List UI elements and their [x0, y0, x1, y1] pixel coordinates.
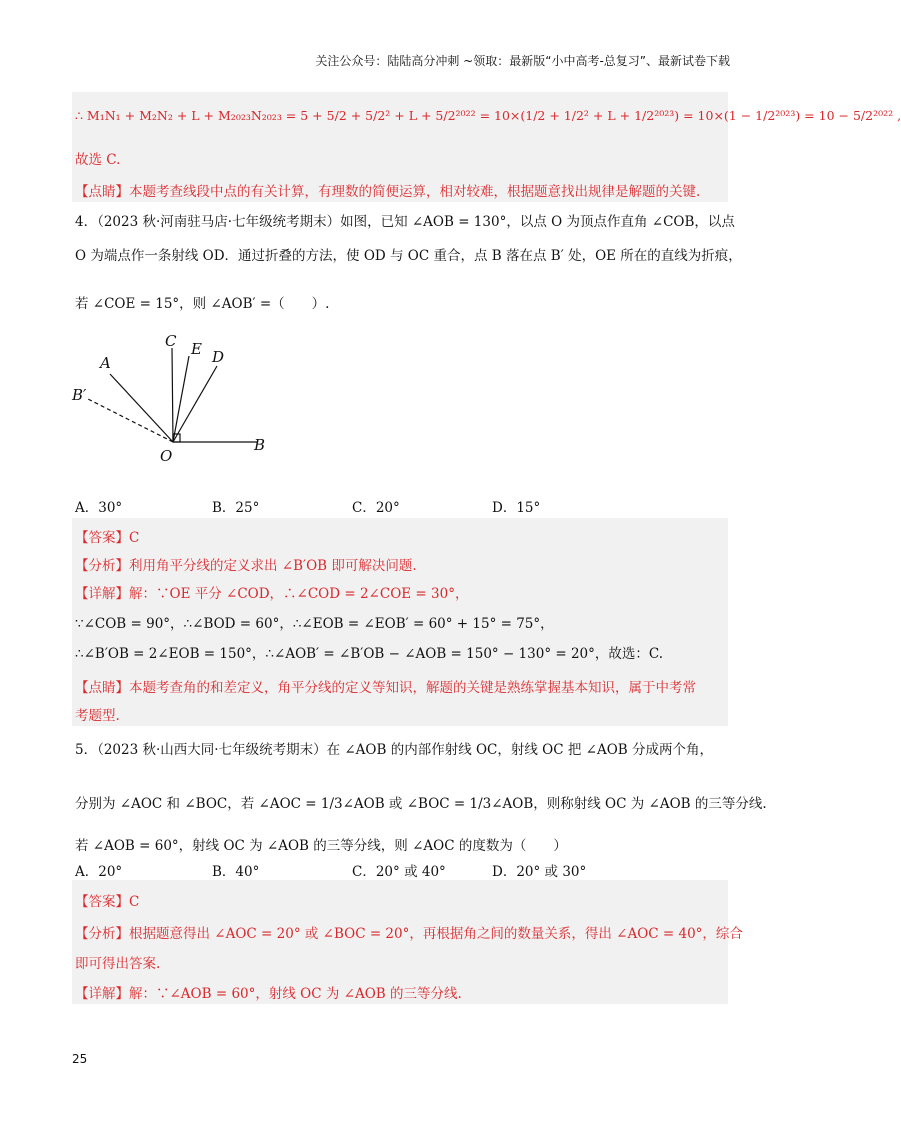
q4-detail-2: ∵∠COB = 90°，∴∠BOD = 60°，∴∠EOB = ∠EOB′ = 60° + 15° = 75°，: [75, 616, 554, 632]
q5-analysis-1: 【分析】根据题意得出 ∠AOC = 20° 或 ∠BOC = 20°，再根据角之间的数量关系，得出 ∠AOC = 40°，综合: [75, 926, 743, 942]
label-b: B: [254, 436, 266, 454]
q4-comment-1: 【点睛】本题考查角的和差定义，角平分线的定义等知识，解题的关键是熟练掌握基本知识，属于中考常: [75, 680, 696, 696]
angle-figure: [72, 328, 302, 468]
label-e: E: [191, 340, 202, 358]
label-o: O: [160, 447, 173, 465]
q4-comment-2: 考题型.: [75, 708, 120, 724]
ray-oa: [110, 374, 173, 442]
q4-stem-line1: 4．（2023 秋·河南驻马店·七年级统考期末）如图，已知 ∠AOB = 130°，以点 O 为顶点作直角 ∠COB，以点: [75, 214, 735, 230]
q4-analysis: 【分析】利用角平分线的定义求出 ∠B′OB 即可解决问题.: [75, 558, 417, 574]
page-header: 关注公众号：陆陆高分冲刺 ~领取：最新版“小中高考-总复习”、最新试卷下载: [315, 54, 730, 68]
q4-stem-line3: 若 ∠COE = 15°，则 ∠AOB′ =（ ）.: [75, 296, 330, 312]
q5-option-b: B．40°: [212, 864, 260, 880]
q4-detail-3: ∴∠B′OB = 2∠EOB = 150°，∴∠AOB′ = ∠B′OB − ∠AOB = 150° − 130° = 20°，故选：C.: [75, 646, 664, 662]
q5-detail-1: 【详解】解：∵∠AOB = 60°，射线 OC 为 ∠AOB 的三等分线.: [75, 986, 462, 1002]
ray-ob-prime: [86, 398, 173, 442]
label-b-prime: B′: [72, 386, 87, 404]
q5-stem-line2: 分别为 ∠AOC 和 ∠BOC，若 ∠AOC = 1/3∠AOB 或 ∠BOC = 1/3∠AOB，则称射线 OC 为 ∠AOB 的三等分线.: [75, 796, 767, 812]
q4-detail-1: 【详解】解：∵OE 平分 ∠COD，∴∠COD = 2∠COE = 30°，: [75, 586, 469, 602]
ray-oc: [172, 348, 173, 442]
q5-stem-line3: 若 ∠AOB = 60°，射线 OC 为 ∠AOB 的三等分线，则 ∠AOC 的度数为（ ）: [75, 838, 567, 854]
q4-option-d: D．15°: [492, 500, 541, 516]
q3-formula: ∴ M₁N₁ + M₂N₂ + L + M₂₀₂₃N₂₀₂₃ = 5 + 5/2 + 5/2² + L + 5/2²⁰²² = 10×(1/2 + 1/2² + L + 1/2²⁰²³) = 10×(1 − 1/2²⁰²³) = 10 − 5/2²⁰²² ,: [75, 108, 901, 123]
q5-answer: 【答案】C: [75, 894, 140, 910]
page-number: 25: [72, 1052, 88, 1066]
q4-answer: 【答案】C: [75, 530, 140, 546]
q3-choose: 故选 C.: [75, 152, 121, 168]
label-d: D: [212, 348, 225, 366]
q5-stem-line1: 5．（2023 秋·山西大同·七年级统考期末）在 ∠AOB 的内部作射线 OC，射线 OC 把 ∠AOB 分成两个角，: [75, 742, 713, 758]
q4-stem-line2: O 为端点作一条射线 OD．通过折叠的方法，使 OD 与 OC 重合，点 B 落在点 B′ 处，OE 所在的直线为折痕，: [75, 248, 742, 264]
q4-option-b: B．25°: [212, 500, 260, 516]
q5-option-a: A．20°: [75, 864, 123, 880]
q5-analysis-2: 即可得出答案.: [75, 956, 161, 972]
q3-comment: 【点睛】本题考查线段中点的有关计算，有理数的简便运算，相对较难，根据题意找出规律是解题的关键.: [75, 184, 701, 200]
q5-option-c: C．20° 或 40°: [352, 864, 446, 880]
q4-option-a: A．30°: [75, 500, 123, 516]
q4-option-c: C．20°: [352, 500, 400, 516]
label-c: C: [165, 332, 177, 350]
q5-option-d: D．20° 或 30°: [492, 864, 587, 880]
label-a: A: [100, 354, 111, 372]
